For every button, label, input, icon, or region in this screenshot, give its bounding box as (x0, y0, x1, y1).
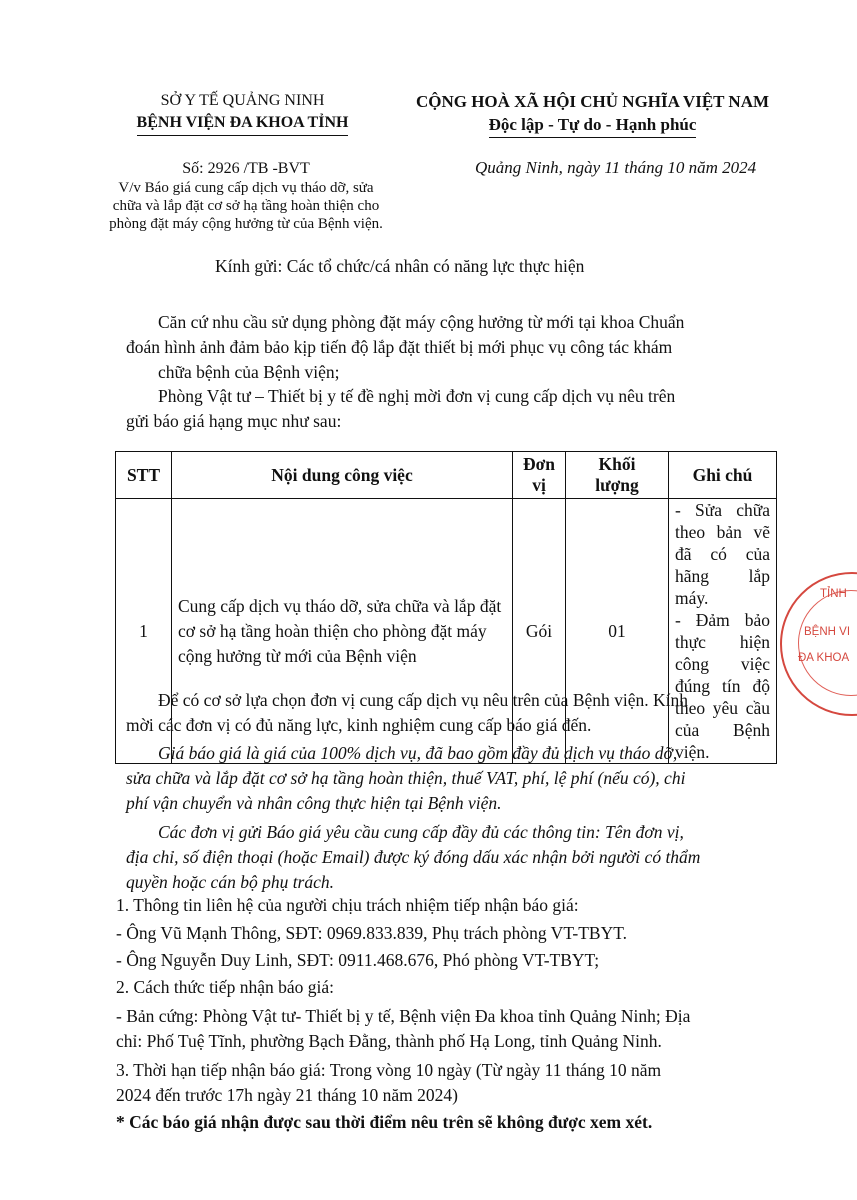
p5-line-1: Các đơn vị gửi Báo giá yêu cầu cung cấp đầy đủ các thông tin: Tên đơn vị, (158, 822, 684, 842)
intro-paragraph-2 (126, 384, 760, 434)
header-stt: STT (116, 452, 172, 499)
section-2-title: 2. Cách thức tiếp nhận báo giá: (116, 977, 334, 997)
subject-line-3: phòng đặt máy cộng hưởng từ của Bệnh viện. (109, 216, 383, 232)
header-note: Ghi chú (669, 452, 777, 499)
s2-line-1: - Bản cứng: Phòng Vật tư- Thiết bị y tế, Bệnh viện Đa khoa tỉnh Quảng Ninh; Địa (116, 1006, 691, 1026)
header-qty-line-1: Khối (598, 454, 636, 474)
organization-name: BỆNH VIỆN ĐA KHOA TỈNH (137, 112, 349, 136)
official-seal (780, 572, 857, 716)
seal-text-mid: BỆNH VI (804, 626, 851, 638)
p5-line-2: địa chỉ, số điện thoại (hoặc Email) được ký đóng dấu xác nhận bởi người có thẩm (126, 847, 701, 867)
cell-stt: 1 (116, 499, 172, 764)
p4-line-1: Giá báo giá là giá của 100% dịch vụ, đã bao gồm đầy đủ dịch vụ tháo dỡ, (158, 743, 678, 763)
p4-line-3: phí vận chuyển và nhân công thực hiện tại Bệnh viện. (126, 793, 502, 813)
p5-line-3: quyền hoặc cán bộ phụ trách. (126, 872, 335, 892)
section-3-deadline (116, 1058, 766, 1108)
price-paragraph (126, 741, 760, 816)
cell-quantity: 01 (566, 499, 669, 764)
p3-line-2: mời các đơn vị có đủ năng lực, kinh nghiệm cung cấp báo giá đến. (126, 715, 592, 735)
s2-line-2: chỉ: Phố Tuệ Tĩnh, phường Bạch Đằng, thành phố Hạ Long, tỉnh Quảng Ninh. (116, 1031, 662, 1051)
note-item-2: - Đảm bảo thực hiện công việc đúng tín độ theo yêu cầu của Bệnh viện. (675, 610, 770, 762)
header-qty-line-2: lượng (595, 475, 639, 495)
p4-line-2: sửa chữa và lắp đặt cơ sở hạ tầng hoàn thiện, thuế VAT, phí, lệ phí (nếu có), chi (126, 768, 686, 788)
p3-line-1: Để có cơ sở lựa chọn đơn vị cung cấp dịch vụ nêu trên của Bệnh viện. Kính (158, 690, 689, 710)
parent-organization: SỞ Y TẾ QUẢNG NINH (160, 92, 325, 109)
note-item-1: - Sửa chữa theo bản vẽ đã có của hãng lắp máy. (675, 500, 770, 608)
national-motto: Độc lập - Tự do - Hạnh phúc (489, 113, 697, 138)
header-quantity (566, 452, 669, 499)
intro-p2-line-2: gửi báo giá hạng mục như sau: (126, 411, 342, 431)
table-header-row (116, 452, 777, 499)
final-note: * Các báo giá nhận được sau thời điểm nêu trên sẽ không được xem xét. (116, 1112, 653, 1132)
issuer-block (100, 90, 385, 136)
seal-inner-ring (798, 590, 857, 696)
subject-line-1: V/v Báo giá cung cấp dịch vụ tháo dỡ, sửa (118, 180, 374, 196)
cell-unit: Gói (513, 499, 566, 764)
header-unit-line-1: Đơn (522, 454, 556, 474)
intro-p1-line-1: Căn cứ nhu cầu sử dụng phòng đặt máy cộng hưởng từ mới tại khoa Chuẩn (158, 312, 685, 332)
header-content: Nội dung công việc (172, 452, 513, 499)
intro-p2-line-1: Phòng Vật tư – Thiết bị y tế đề nghị mời đơn vị cung cấp dịch vụ nêu trên (158, 386, 676, 406)
place-and-date: Quảng Ninh, ngày 11 tháng 10 năm 2024 (475, 158, 757, 177)
contact-2: - Ông Nguyễn Duy Linh, SĐT: 0911.468.676, Phó phòng VT-TBYT; (116, 950, 600, 970)
s3-line-2: 2024 đến trước 17h ngày 21 tháng 10 năm 2024) (116, 1085, 458, 1105)
requirements-paragraph (126, 820, 760, 895)
national-header (395, 90, 790, 138)
subject-line-2: chữa và lắp đặt cơ sở hạ tầng hoàn thiện cho (112, 198, 380, 214)
selection-paragraph (126, 688, 760, 738)
intro-paragraph-1 (126, 310, 760, 385)
header-unit (513, 452, 566, 499)
intro-p1-line-2: đoán hình ảnh đảm bảo kịp tiến độ lắp đặt thiết bị mới phục vụ công tác khám (126, 337, 673, 357)
seal-text-top: TỈNH (820, 588, 847, 600)
recipient-line: Kính gửi: Các tổ chức/cá nhân có năng lực thực hiện (215, 256, 585, 276)
seal-text-bottom: ĐA KHOA (798, 652, 850, 664)
s3-line-1: 3. Thời hạn tiếp nhận báo giá: Trong vòng 10 ngày (Từ ngày 11 tháng 10 năm (116, 1060, 662, 1080)
intro-p1-line-3: chữa bệnh của Bệnh viện; (158, 362, 340, 382)
section-2-details (116, 1004, 766, 1054)
document-number: Số: 2926 /TB -BVT (182, 160, 310, 177)
nation-title: CỘNG HOÀ XÃ HỘI CHỦ NGHĨA VIỆT NAM (415, 92, 770, 111)
header-unit-line-2: vị (532, 475, 546, 495)
cell-content: Cung cấp dịch vụ tháo dỡ, sửa chữa và lắp đặt cơ sở hạ tầng hoàn thiện cho phòng đặt máy cộng hưởng từ mới của Bệnh viện (172, 499, 513, 764)
document-reference (96, 158, 396, 233)
section-1-title: 1. Thông tin liên hệ của người chịu trách nhiệm tiếp nhận báo giá: (116, 895, 579, 915)
contact-1: - Ông Vũ Mạnh Thông, SĐT: 0969.833.839, Phụ trách phòng VT-TBYT. (116, 923, 627, 943)
